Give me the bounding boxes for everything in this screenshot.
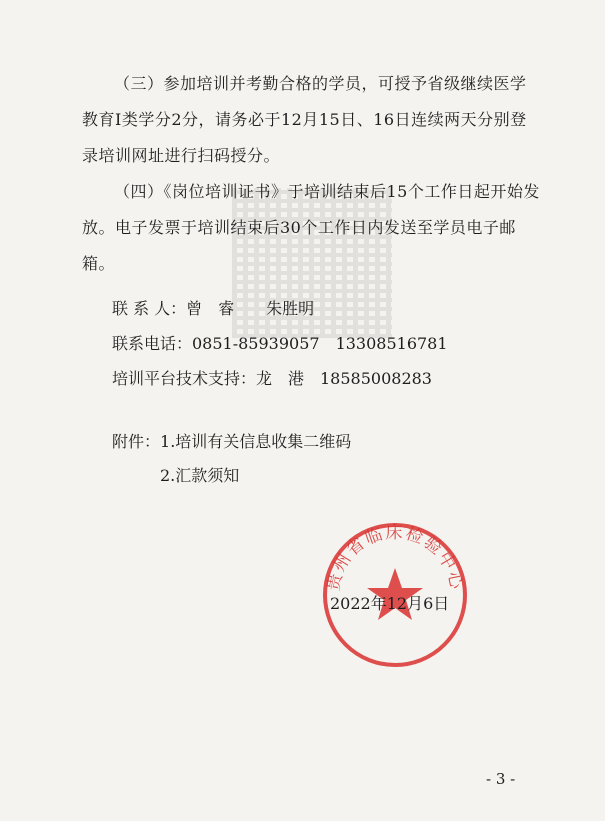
seal-text: 贵州省临床检验中心 [323,522,467,593]
tech-support-line: 培训平台技术支持：龙 港 18585008283 [112,369,432,388]
paragraph-credit [82,66,542,174]
paragraph-credit-text: （三）参加培训并考勤合格的学员，可授予省级继续医学教育Ⅰ类学分2分，请务必于12月15日、16日连续两天分别登录培训网址进行扫码授分。 [82,74,527,165]
paragraph-certificate [82,174,542,282]
attachments-label: 附件： [112,432,161,451]
attachments-block [112,432,351,452]
page-number: - 3 - [486,770,516,788]
paragraph-certificate-text: （四）《岗位培训证书》于培训结束后15个工作日起开始发放。电子发票于培训结束后30个工作日内发送至学员电子邮箱。 [82,182,540,273]
contact-person-line: 联 系 人：曾 睿 朱胜明 [112,299,315,318]
attachment-item-2: 2.汇款须知 [160,466,240,485]
document-date: 2022年12月6日 [330,594,450,613]
contact-phone-line: 联系电话：0851-85939057 13308516781 [112,334,448,353]
attachment-item-1: 1.培训有关信息收集二维码 [160,432,352,451]
